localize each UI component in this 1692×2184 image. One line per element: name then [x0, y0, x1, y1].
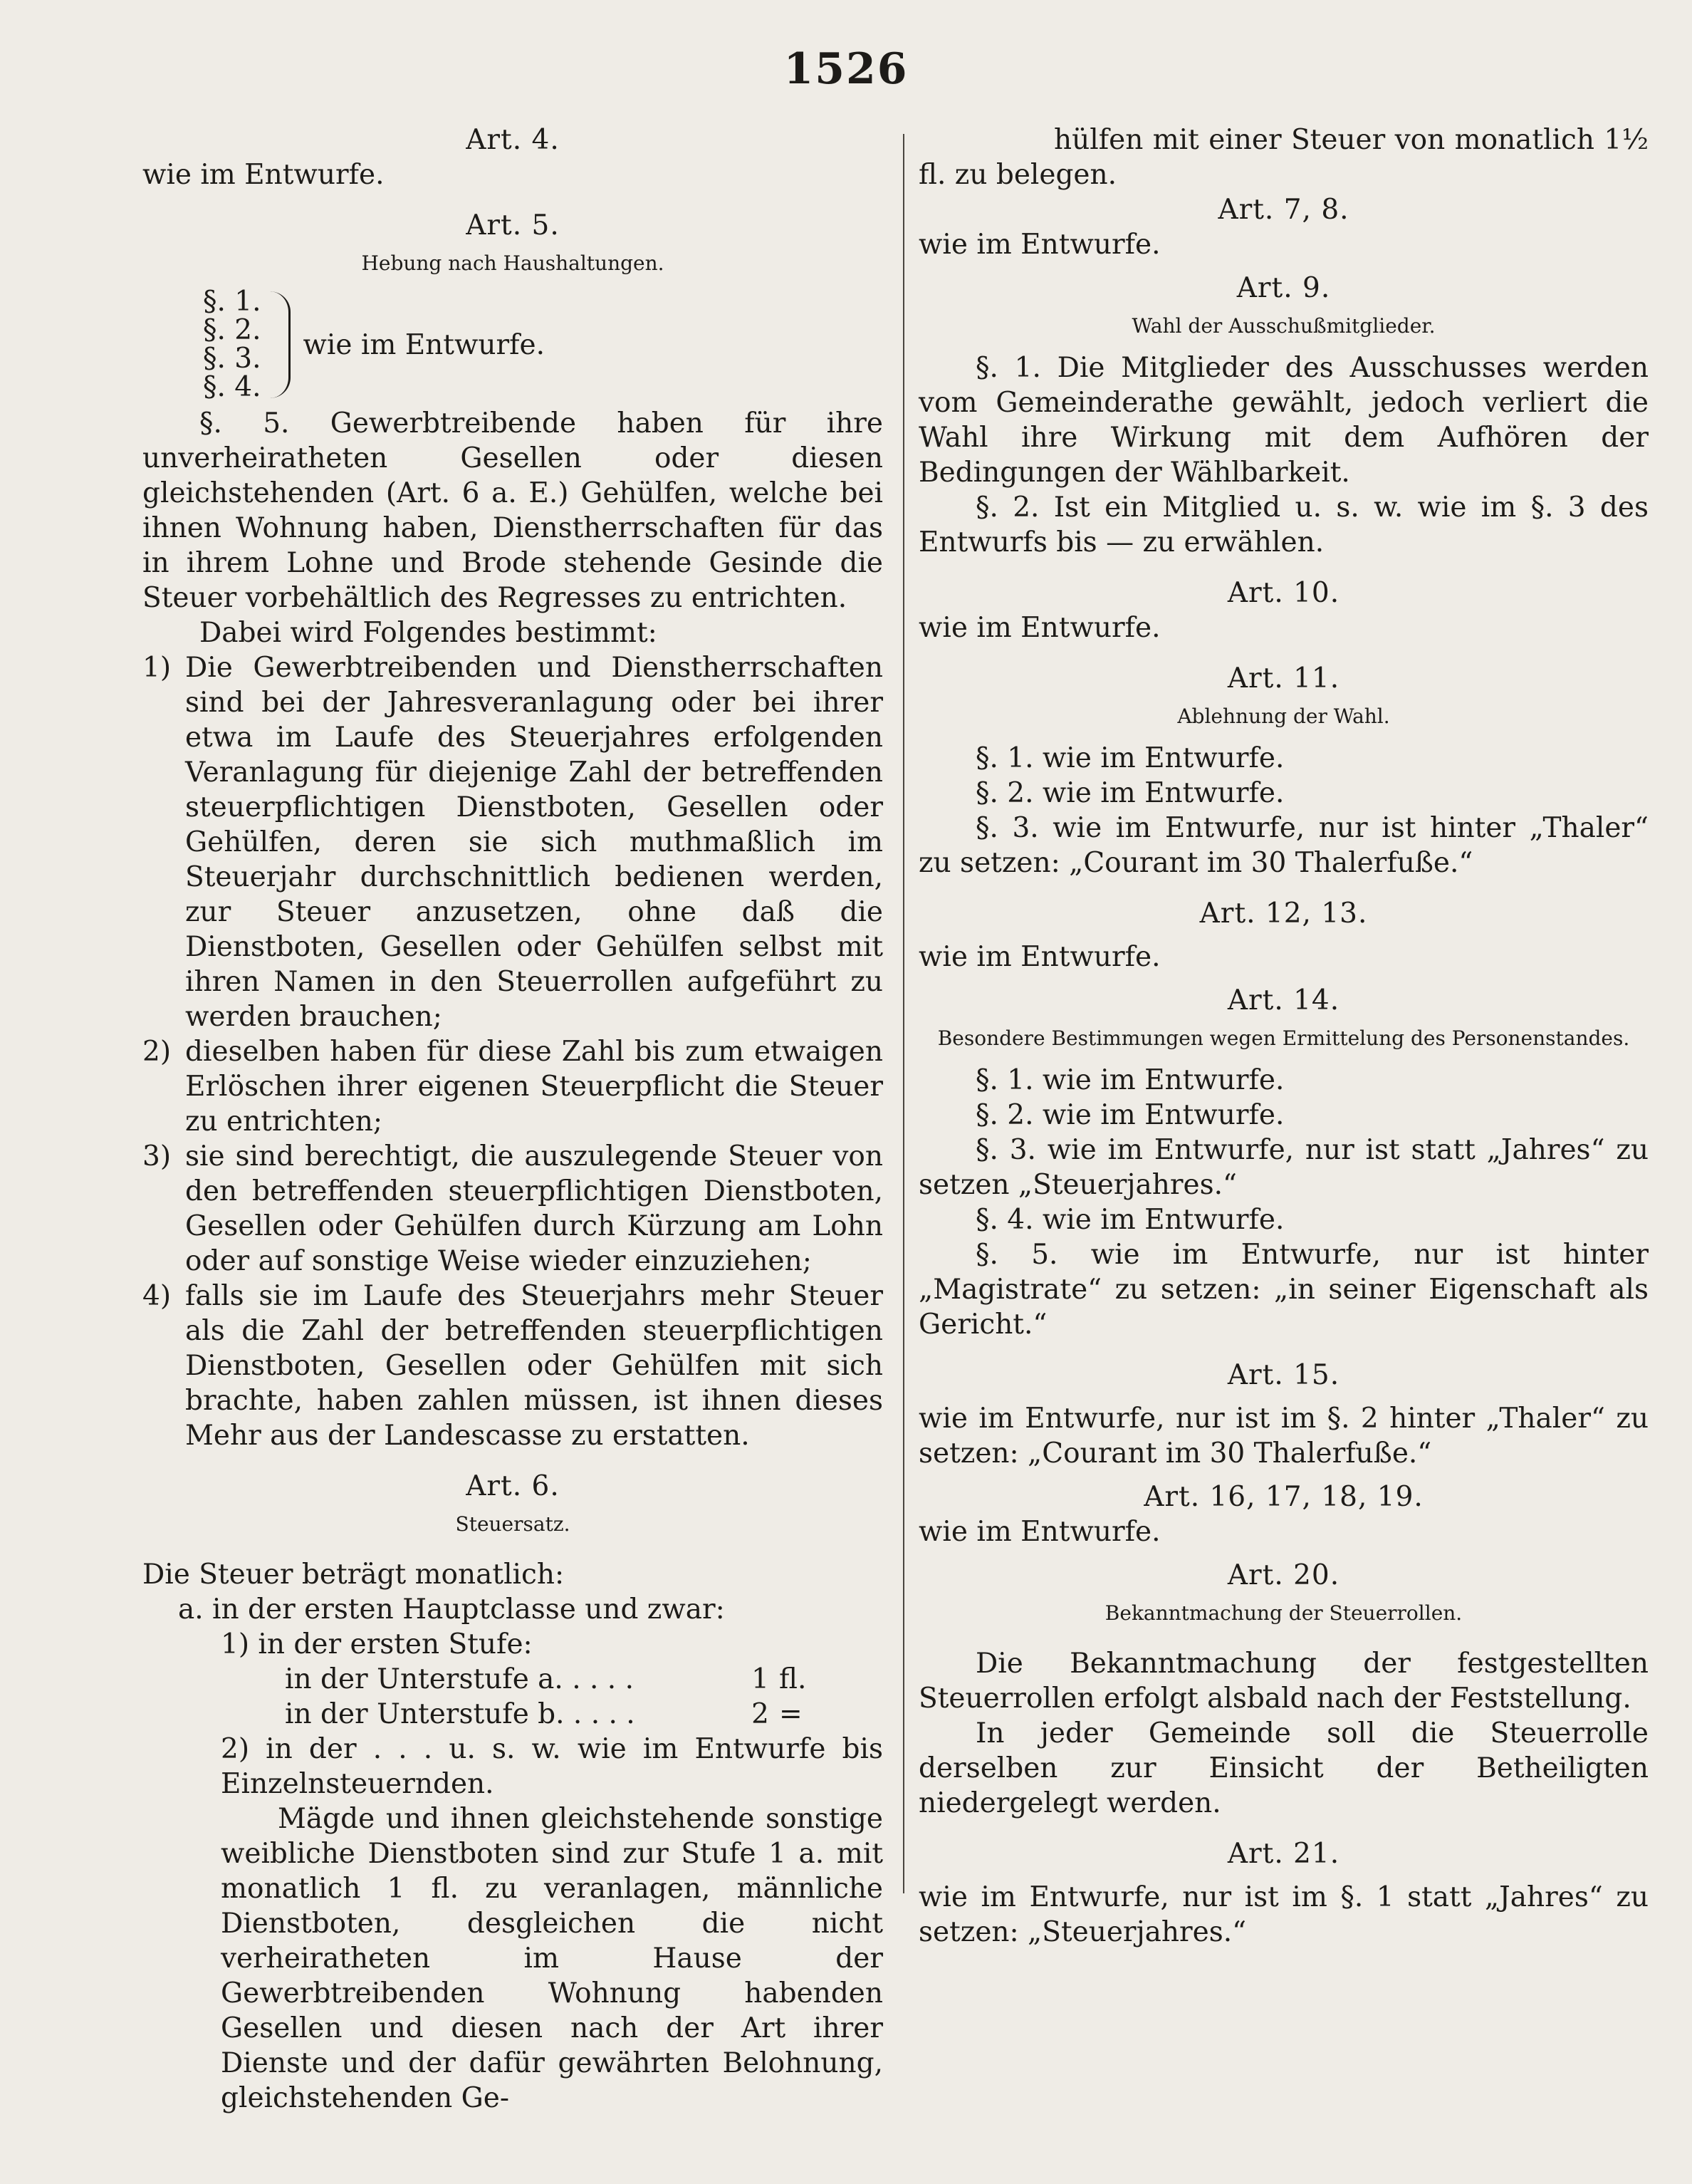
art-14-paragraph-4: §. 4. wie im Entwurfe.	[976, 1204, 1285, 1236]
art-11-subtitle: Ablehnung der Wahl.	[1177, 704, 1390, 728]
list-item-number: 4)	[142, 1280, 172, 1312]
art-15-text: wie im Entwurfe, nur ist im §. 2 hinter „Thaler“ zu setzen: „Courant im 30 Thalerfuße.“	[919, 1403, 1649, 1470]
art-6-level-2: 2) in der . . . u. s. w. wie im Entwurfe bis Einzelnsteuernden.	[221, 1733, 883, 1800]
art-6-level-1: 1) in der ersten Stufe:	[221, 1628, 533, 1660]
right-column	[919, 123, 1649, 1950]
art-20-subtitle: Bekanntmachung der Steuerrollen.	[1104, 1601, 1463, 1625]
rate-unit: =	[779, 1698, 803, 1730]
art-14-paragraph-2: §. 2. wie im Entwurfe.	[976, 1099, 1285, 1131]
art-9-heading: Art. 9.	[1236, 272, 1331, 304]
art-14-heading: Art. 14.	[1227, 984, 1340, 1016]
art-6-class-a: a. in der ersten Hauptclasse und zwar:	[178, 1593, 725, 1626]
left-column	[142, 123, 883, 2116]
column-divider	[903, 134, 904, 1893]
art-5-intro: Dabei wird Folgendes bestimmt:	[199, 617, 657, 649]
art-12-13-heading: Art. 12, 13.	[1199, 898, 1368, 930]
art-5-brace-group	[142, 288, 883, 402]
list-item	[142, 1139, 883, 1279]
rate-unit: fl.	[779, 1663, 807, 1695]
art-12-13-text: wie im Entwurfe.	[919, 941, 1161, 973]
rate-value: 2	[751, 1698, 769, 1730]
list-item	[142, 1279, 883, 1453]
art-21-heading: Art. 21.	[1227, 1838, 1340, 1870]
continuation-text: hülfen mit einer Steuer von monatlich 1½ fl. zu belegen.	[919, 124, 1649, 191]
art-6-paragraph: Mägde und ihnen gleichstehende sonstige weibliche Dienstboten sind zur Stufe 1 a. mit monatlich 1 fl. zu veranlagen, männliche Dienstboten, desgleichen die nicht verheiratheten im Hause der Gewerbtreibenden Wohnung habenden Gesellen und diesen nach der Art ihrer Dienste und der dafür gewährten Belohnung, gleichstehenden Ge-	[221, 1803, 883, 2114]
art-14-paragraph-1: §. 1. wie im Entwurfe.	[976, 1064, 1285, 1096]
rate-label: in der Unterstufe a. . . . .	[285, 1663, 634, 1695]
art-9-subtitle: Wahl der Ausschußmitglieder.	[1132, 314, 1436, 338]
list-item-number: 2)	[142, 1036, 172, 1068]
art-4-text: wie im Entwurfe.	[142, 159, 385, 191]
art-21-text: wie im Entwurfe, nur ist im §. 1 statt „Jahres“ zu setzen: „Steuerjahres.“	[919, 1881, 1649, 1948]
list-item-text: sie sind berechtigt, die auszulegende Steuer von den betreffenden steuerpflichtigen Dienstboten, Gesellen oder Gehülfen durch Kürzung am Lohn oder auf sonstige Weise wieder einzuziehen;	[185, 1140, 883, 1277]
art-11-heading: Art. 11.	[1227, 662, 1340, 695]
art-6-subtitle: Steuersatz.	[455, 1512, 570, 1536]
art-20-heading: Art. 20.	[1227, 1559, 1340, 1591]
list-item	[142, 1034, 883, 1139]
art-7-8-heading: Art. 7, 8.	[1218, 194, 1349, 226]
art-6-intro: Die Steuer beträgt monatlich:	[142, 1559, 565, 1591]
art-20-paragraph-1: Die Bekanntmachung der festgestellten Steuerrollen erfolgt alsbald nach der Feststellung.	[919, 1648, 1649, 1715]
art-11-paragraph-2: §. 2. wie im Entwurfe.	[976, 777, 1285, 809]
list-item	[142, 650, 883, 1034]
art-9-paragraph-2: §. 2. Ist ein Mitglied u. s. w. wie im §. 3 des Entwurfs bis — zu erwählen.	[919, 492, 1649, 558]
art-16-19-heading: Art. 16, 17, 18, 19.	[1144, 1481, 1424, 1513]
art-6-heading: Art. 6.	[466, 1470, 560, 1502]
paragraph-number: §. 2.	[203, 314, 261, 346]
rate-value: 1	[751, 1663, 769, 1695]
art-14-paragraph-5: §. 5. wie im Entwurfe, nur ist hinter „Magistrate“ zu setzen: „in seiner Eigenschaft als Gericht.“	[919, 1239, 1649, 1341]
list-item-number: 3)	[142, 1140, 172, 1172]
art-11-paragraph-3: §. 3. wie im Entwurfe, nur ist hinter „Thaler“ zu setzen: „Courant im 30 Thalerfuße.“	[919, 812, 1649, 879]
paragraph-number: §. 4.	[203, 371, 261, 403]
rate-row	[142, 1662, 883, 1697]
art-7-8-text: wie im Entwurfe.	[919, 229, 1161, 261]
art-5-heading: Art. 5.	[466, 209, 560, 241]
rate-row	[142, 1697, 883, 1732]
art-10-text: wie im Entwurfe.	[919, 612, 1161, 644]
art-5-paragraph-5: §. 5. Gewerbtreibende haben für ihre unverheiratheten Gesellen oder diesen gleichstehenden (Art. 6 a. E.) Gehülfen, welche bei ihnen Wohnung haben, Dienstherrschaften für das in ihrem Lohne und Brode stehende Gesinde die Steuer vorbehältlich des Regresses zu entrichten.	[142, 407, 883, 614]
list-item-number: 1)	[142, 652, 172, 684]
paragraph-number: §. 1.	[203, 286, 261, 318]
brace-text: wie im Entwurfe.	[303, 328, 545, 361]
curly-brace	[270, 291, 291, 398]
art-14-subtitle: Besondere Bestimmungen wegen Ermittelung des Personenstandes.	[937, 1026, 1630, 1050]
art-16-19-text: wie im Entwurfe.	[919, 1516, 1161, 1548]
page-number: 1526	[783, 44, 909, 94]
art-20-paragraph-2: In jeder Gemeinde soll die Steuerrolle derselben zur Einsicht der Betheiligten niedergelegt werden.	[919, 1717, 1649, 1819]
art-9-paragraph-1: §. 1. Die Mitglieder des Ausschusses werden vom Gemeinderathe gewählt, jedoch verliert die Wahl ihre Wirkung mit dem Aufhören der Bedingungen der Wählbarkeit.	[919, 352, 1649, 489]
art-5-subtitle: Hebung nach Haushaltungen.	[361, 251, 664, 275]
list-item-text: dieselben haben für diese Zahl bis zum etwaigen Erlöschen ihrer eigenen Steuerpflicht die Steuer zu entrichten;	[185, 1036, 883, 1138]
paragraph-number: §. 3.	[203, 343, 261, 375]
art-14-paragraph-3: §. 3. wie im Entwurfe, nur ist statt „Jahres“ zu setzen „Steuerjahres.“	[919, 1134, 1649, 1201]
art-15-heading: Art. 15.	[1227, 1359, 1340, 1391]
art-11-paragraph-1: §. 1. wie im Entwurfe.	[976, 742, 1285, 774]
art-10-heading: Art. 10.	[1227, 577, 1340, 609]
list-item-text: falls sie im Laufe des Steuerjahrs mehr Steuer als die Zahl der betreffenden steuerpflichtigen Dienstboten, Gesellen oder Gehülfen mit sich brachte, haben zahlen müssen, ist ihnen dieses Mehr aus der Landescasse zu erstatten.	[185, 1280, 883, 1452]
art-4-heading: Art. 4.	[466, 124, 560, 156]
rate-label: in der Unterstufe b. . . . .	[285, 1698, 635, 1730]
list-item-text: Die Gewerbtreibenden und Dienstherrschaften sind bei der Jahresveranlagung oder bei ihrer etwa im Laufe des Steuerjahres erfolgenden Veranlagung für diejenige Zahl der betreffenden steuerpflichtigen Dienstboten, Gesellen oder Gehülfen, deren sie sich muthmaßlich im Steuerjahr durchschnittlich bedienen werden, zur Steuer anzusetzen, ohne daß die Dienstboten, Gesellen oder Gehülfen selbst mit ihren Namen in den Steuerrollen aufgeführt zu werden brauchen;	[185, 652, 883, 1033]
